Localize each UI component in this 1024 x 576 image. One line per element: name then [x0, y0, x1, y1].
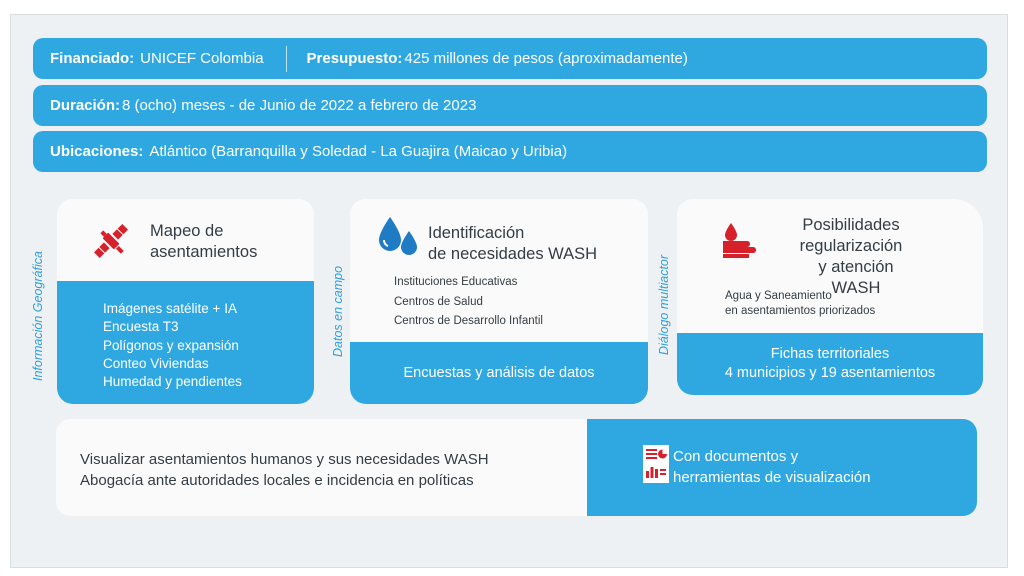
list-item: Centros de Desarrollo Infantil [394, 315, 543, 327]
list-item: Imágenes satélite + IA [103, 301, 237, 316]
card-mapping-title [150, 221, 257, 263]
side-label-geo: Información Geográfica [31, 251, 45, 381]
locations-label: Ubicaciones: [50, 143, 144, 160]
list-item: Encuesta T3 [103, 319, 179, 335]
list-item: en asentamientos priorizados [725, 305, 876, 317]
outcome-tools [587, 419, 977, 516]
card-regularization-footer [677, 333, 983, 395]
list-item: Polígonos y expansión [103, 337, 239, 353]
budget-label: Presupuesto: [306, 50, 403, 67]
slide [10, 14, 1008, 568]
funding-banner [33, 38, 987, 79]
card-wash-needs-list [394, 273, 543, 332]
duration-label: Duración: [50, 97, 121, 114]
card-regularization-footer-line2: 4 municipios y 19 asentamientos [724, 365, 936, 381]
card-mapping-title-line2: asentamientos [150, 243, 258, 261]
outcome-line1: Visualizar asentamientos humanos y sus necesidades WASH [80, 451, 489, 468]
funding-label: Financiado: [50, 50, 135, 67]
card-mapping-title-line1: Mapeo de [150, 222, 224, 240]
card-wash-needs-footer-text: Encuestas y análisis de datos [403, 365, 595, 381]
card-regularization-title [787, 215, 915, 299]
card-mapping-list [57, 281, 314, 404]
list-item: Conteo Viviendas [103, 355, 209, 371]
card-regularization-header [677, 199, 983, 333]
report-chart-icon [643, 445, 669, 483]
card-regularization-title-line2: regularización [799, 237, 903, 255]
duration-banner [33, 85, 987, 126]
list-item: Agua y Saneamiento [725, 290, 832, 302]
card-mapping [57, 199, 314, 404]
card-regularization-sub [725, 289, 875, 319]
list-item: Instituciones Educativas [394, 276, 518, 288]
outcome-tools-text [673, 446, 871, 488]
card-wash-needs-title [428, 223, 597, 265]
funding-value: UNICEF Colombia [140, 50, 264, 67]
side-label-field: Datos en campo [331, 265, 345, 357]
card-wash-needs-title-line1: Identificación [428, 224, 525, 242]
card-regularization [677, 199, 983, 395]
locations-banner [33, 131, 987, 172]
outcome-tools-line2: herramientas de visualización [673, 469, 871, 486]
outcome-tools-line1: Con documentos y [673, 448, 799, 465]
card-regularization-title-line1: Posibilidades [802, 216, 900, 234]
list-item: Centros de Salud [394, 295, 483, 308]
card-regularization-title-line3: y atención WASH [818, 258, 894, 297]
card-wash-needs-title-line2: de necesidades WASH [428, 245, 598, 263]
locations-value: Atlántico (Barranquilla y Soledad - La Guajira (Maicao y Uribia) [149, 143, 568, 160]
card-wash-needs [350, 199, 648, 404]
satellite-icon [87, 217, 135, 265]
hand-drop-icon [721, 221, 763, 259]
card-mapping-header [57, 199, 314, 281]
outcome-text [56, 419, 587, 516]
list-item: Humedad y pendientes [103, 374, 242, 390]
card-regularization-footer-line1: Fichas territoriales [770, 346, 890, 362]
card-wash-needs-header [350, 199, 648, 342]
banner-divider [286, 46, 287, 72]
outcome-line2: Abogacía ante autoridades locales e incidencia en políticas [80, 472, 474, 489]
budget-value: 425 millones de pesos (aproximadamente) [404, 50, 688, 67]
outcome-bar [56, 419, 977, 516]
side-label-dialog: Diálogo multiactor [657, 254, 671, 355]
duration-value: 8 (ocho) meses - de Junio de 2022 a febrero de 2023 [122, 97, 477, 114]
water-drops-icon [376, 215, 422, 259]
card-wash-needs-footer [350, 342, 648, 404]
